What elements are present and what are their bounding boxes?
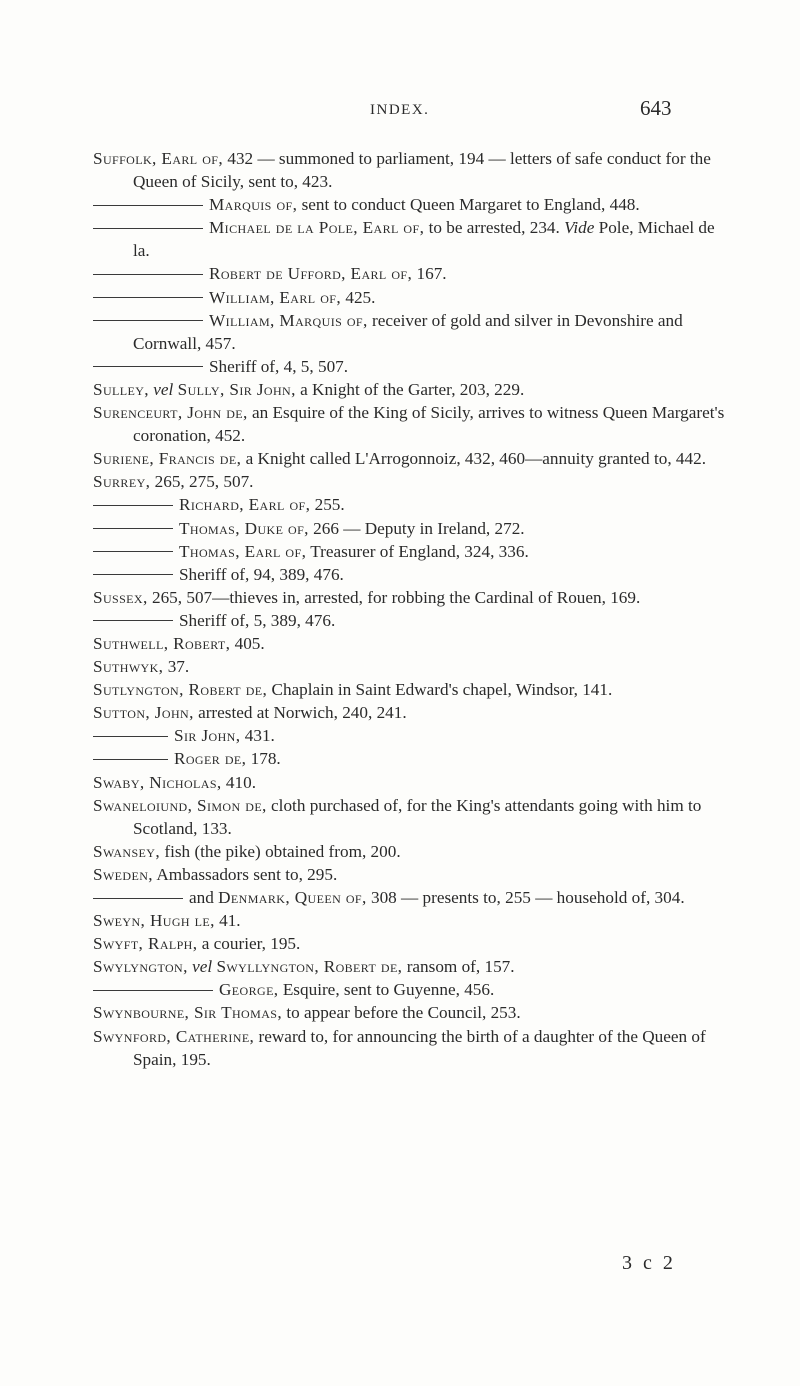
index-entry: Suthwell, Robert, 405. (93, 633, 265, 653)
index-entry: Suthwyk, 37. (93, 657, 190, 677)
index-subentry: Thomas, Earl of, Treasurer of England, 324, 336. (93, 540, 733, 563)
page-number: 643 (640, 96, 672, 120)
index-entry: Sutton, John, arrested at Norwich, 240, 241. (93, 703, 407, 723)
index-entry: Sweden, Ambassadors sent to, 295. (93, 864, 338, 884)
index-entry: Surenceurt, John de, an Esquire of the King of Sicily, arrives to witness Queen Margaret's coronation, 452. (93, 403, 725, 446)
index-entry: Sussex, 265, 507—thieves in, arrested, for robbing the Cardinal of Rouen, 169. (93, 587, 641, 607)
index-subentry: William, Earl of, 425. (93, 286, 733, 309)
index-entry: Sweyn, Hugh le, 41. (93, 911, 241, 931)
index-subentry: Sheriff of, 94, 389, 476. (93, 563, 733, 586)
index-subentry: Richard, Earl of, 255. (93, 493, 733, 516)
index-subentry: Sir John, 431. (93, 724, 733, 747)
index-subentry: Thomas, Duke of, 266 — Deputy in Ireland, 272. (93, 517, 733, 540)
index-entry: Surrey, 265, 275, 507. (93, 472, 254, 492)
index-subentry: William, Marquis of, receiver of gold and silver in Devonshire and Cornwall, 457. (93, 309, 733, 355)
index-entry: Swynbourne, Sir Thomas, to appear before the Council, 253. (93, 1003, 521, 1023)
index-subentry: Michael de la Pole, Earl of, to be arrested, 234. Vide Pole, Michael de la. (93, 216, 733, 262)
index-subentry: Roger de, 178. (93, 747, 733, 770)
signature-mark: 3 c 2 (622, 1252, 676, 1274)
index-subentry: Robert de Ufford, Earl of, 167. (93, 262, 733, 285)
index-entry: Swylyngton, vel Swyllyngton, Robert de, ransom of, 157. (93, 957, 515, 977)
index-entry: Swynford, Catherine, reward to, for announcing the birth of a daughter of the Queen of Spain, 195. (93, 1026, 706, 1069)
index-subentry: and Denmark, Queen of, 308 — presents to, 255 — household of, 304. (93, 886, 733, 909)
index-entry: Suriene, Francis de, a Knight called L'Arrogonnoiz, 432, 460—annuity granted to, 442. (93, 449, 706, 469)
running-title: INDEX. (370, 102, 430, 118)
index-entry: Swaby, Nicholas, 410. (93, 772, 256, 792)
index-subentry: George, Esquire, sent to Guyenne, 456. (93, 978, 733, 1001)
index-subentry: Sheriff of, 5, 389, 476. (93, 609, 733, 632)
index-entry: Swansey, fish (the pike) obtained from, 200. (93, 841, 401, 861)
index-subentry: Marquis of, sent to conduct Queen Margaret to England, 448. (93, 193, 733, 216)
page-header (0, 96, 800, 126)
index-entry: Swyft, Ralph, a courier, 195. (93, 934, 301, 954)
index-subentry: Sheriff of, 4, 5, 507. (93, 355, 733, 378)
index-entries (93, 147, 733, 1071)
index-entry: Swaneloiund, Simon de, cloth purchased of, for the King's attendants going with him to Scotland, 133. (93, 795, 702, 838)
index-entry: Sutlyngton, Robert de, Chaplain in Saint Edward's chapel, Windsor, 141. (93, 680, 613, 700)
index-entry: Sulley, vel Sully, Sir John, a Knight of the Garter, 203, 229. (93, 379, 525, 399)
index-entry: Suffolk, Earl of, 432 — summoned to parliament, 194 — letters of safe conduct for the Queen of Sicily, sent to, 423. (93, 149, 711, 192)
